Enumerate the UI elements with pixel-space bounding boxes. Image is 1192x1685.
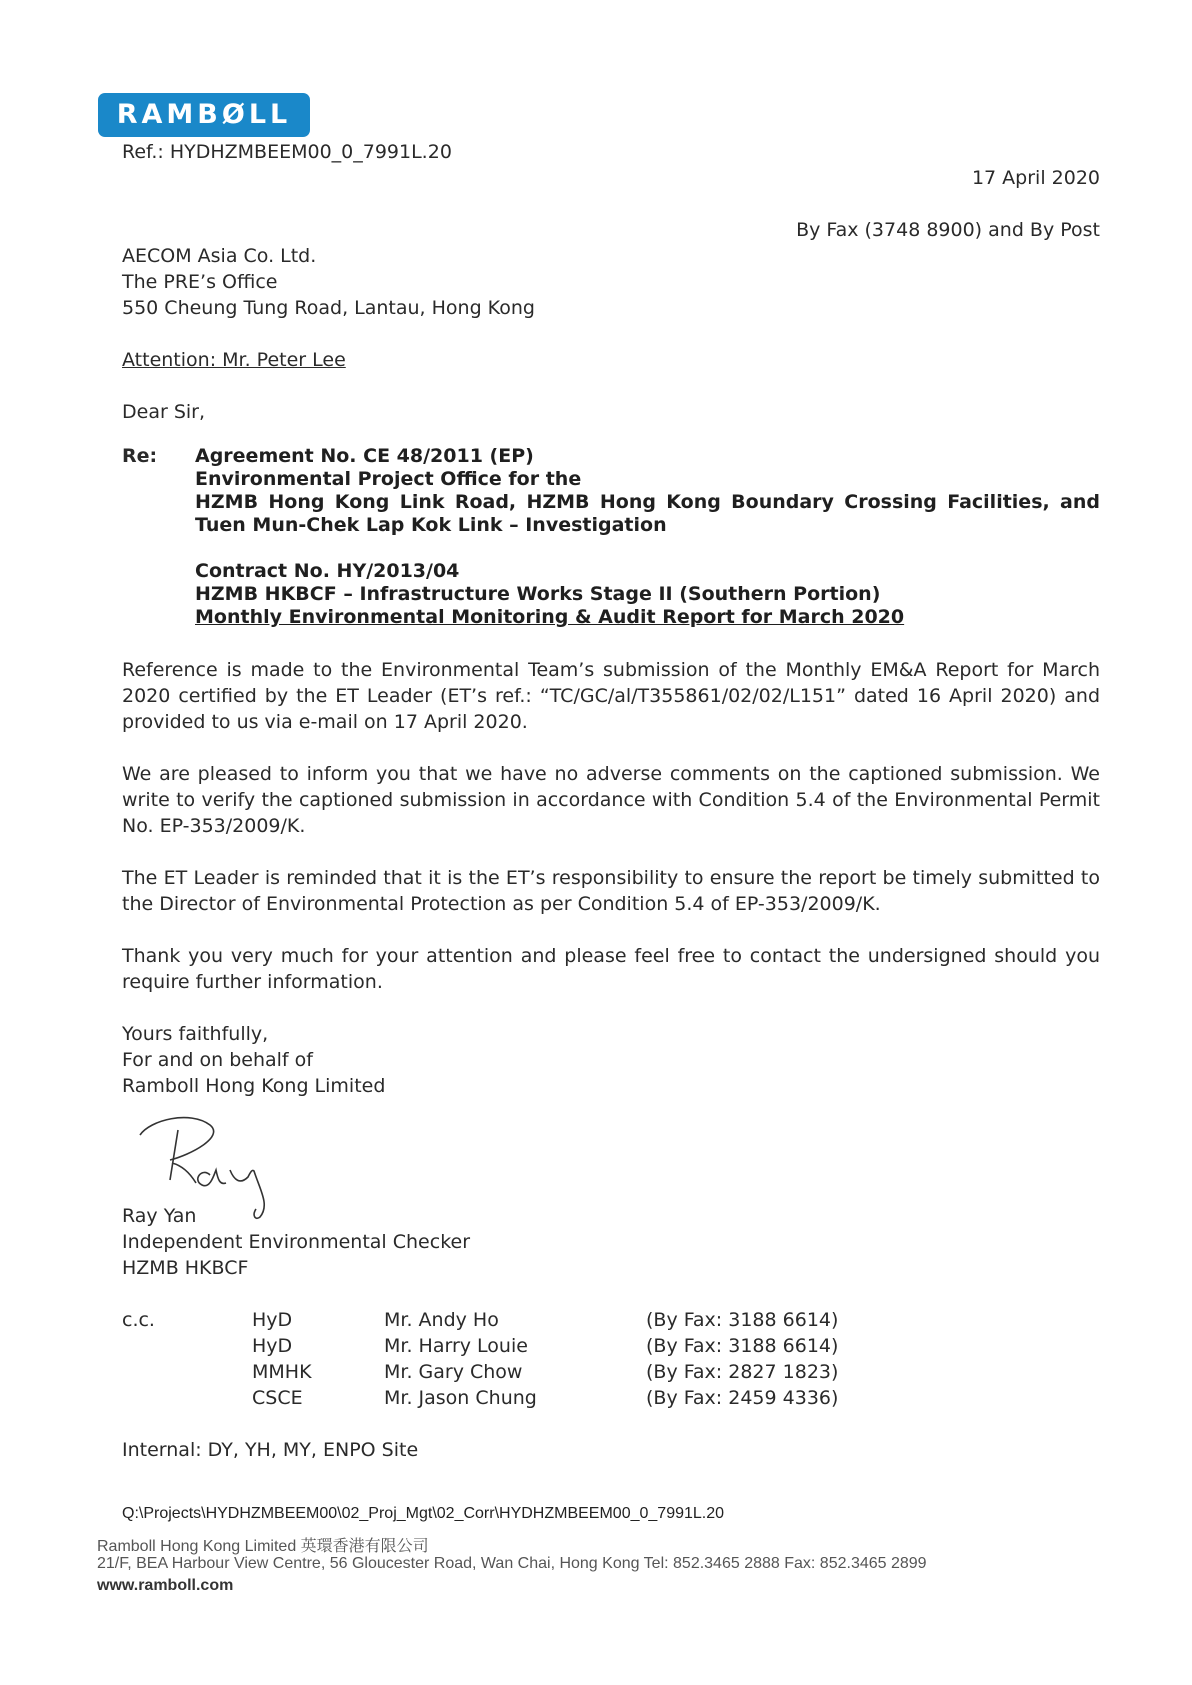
cc-org: CSCE xyxy=(252,1387,303,1409)
cc-fax: (By Fax: 2827 1823) xyxy=(646,1361,839,1383)
paragraph-reminder: The ET Leader is reminded that it is the ET’s responsibility to ensure the report be timely submitted to the Director of Environmental Protection as per Condition 5.4 of EP-353/2009/K. xyxy=(122,867,1100,915)
signatory-title: Independent Environmental Checker xyxy=(122,1231,471,1253)
cc-name: Mr. Harry Louie xyxy=(384,1335,528,1357)
reference-number: Ref.: HYDHZMBEEM00_0_7991L.20 xyxy=(122,141,452,163)
letter-date: 17 April 2020 xyxy=(971,167,1100,189)
subject-report: Monthly Environmental Monitoring & Audit Report for March 2020 xyxy=(195,606,905,628)
cc-org: MMHK xyxy=(252,1361,312,1383)
cc-name: Mr. Gary Chow xyxy=(384,1361,523,1383)
subject-block xyxy=(195,445,1100,629)
paragraph-thanks: Thank you very much for your attention and please feel free to contact the undersigned should you require further information. xyxy=(122,945,1100,993)
delivery-method: By Fax (3748 8900) and By Post xyxy=(796,219,1100,241)
paragraph-reference: Reference is made to the Environmental Team’s submission of the Monthly EM&A Report for March 2020 certified by the ET Leader (ET’s ref.: “TC/GC/al/T355861/02/02/L151” dated 16 April 2020) and provided to us via e-mail on 17 April 2020. xyxy=(122,659,1100,733)
subject-investigation: Tuen Mun-Chek Lap Kok Link – Investigation xyxy=(195,514,667,536)
closing-on-behalf: For and on behalf of xyxy=(122,1049,313,1071)
closing-faithfully: Yours faithfully, xyxy=(122,1023,269,1045)
signatory-org: HZMB HKBCF xyxy=(122,1257,249,1279)
internal-distribution: Internal: DY, YH, MY, ENPO Site xyxy=(122,1439,419,1461)
re-label: Re: xyxy=(122,445,158,467)
recipient-address: 550 Cheung Tung Road, Lantau, Hong Kong xyxy=(122,297,535,319)
subject-agreement: Agreement No. CE 48/2011 (EP) xyxy=(195,445,534,467)
subject-project-office: Environmental Project Office for the xyxy=(195,468,582,490)
footer-website[interactable]: www.ramboll.com xyxy=(97,1577,234,1594)
file-path: Q:\Projects\HYDHZMBEEM00\02_Proj_Mgt\02_Corr\HYDHZMBEEM00_0_7991L.20 xyxy=(122,1505,725,1522)
recipient-office: The PRE’s Office xyxy=(122,271,278,293)
cc-label: c.c. xyxy=(122,1309,155,1331)
subject-works: HZMB HKBCF – Infrastructure Works Stage II (Southern Portion) xyxy=(195,583,881,605)
footer-address: 21/F, BEA Harbour View Centre, 56 Gloucester Road, Wan Chai, Hong Kong Tel: 852.3465 2888 Fax: 852.3465 2899 xyxy=(97,1555,927,1572)
subject-projects: HZMB Hong Kong Link Road, HZMB Hong Kong Boundary Crossing Facilities, and xyxy=(195,491,1100,513)
cc-name: Mr. Andy Ho xyxy=(384,1309,499,1331)
paragraph-verification: We are pleased to inform you that we have no adverse comments on the captioned submission. We write to verify the captioned submission in accordance with Condition 5.4 of the Environmental Permit No. EP-353/2009/K. xyxy=(122,763,1100,837)
signatory-name: Ray Yan xyxy=(122,1205,197,1227)
cc-org: HyD xyxy=(252,1309,293,1331)
cc-fax: (By Fax: 3188 6614) xyxy=(646,1309,839,1331)
salutation: Dear Sir, xyxy=(122,401,206,423)
subject-contract: Contract No. HY/2013/04 xyxy=(195,560,460,582)
cc-fax: (By Fax: 2459 4336) xyxy=(646,1387,839,1409)
attention-line: Attention: Mr. Peter Lee xyxy=(122,349,346,371)
recipient-company: AECOM Asia Co. Ltd. xyxy=(122,245,317,267)
footer-company: Ramboll Hong Kong Limited 英環香港有限公司 xyxy=(97,1538,429,1555)
closing-company: Ramboll Hong Kong Limited xyxy=(122,1075,386,1097)
cc-org: HyD xyxy=(252,1335,293,1357)
cc-fax: (By Fax: 3188 6614) xyxy=(646,1335,839,1357)
cc-name: Mr. Jason Chung xyxy=(384,1387,537,1409)
ramboll-logo: RAMBØLL xyxy=(98,93,310,137)
